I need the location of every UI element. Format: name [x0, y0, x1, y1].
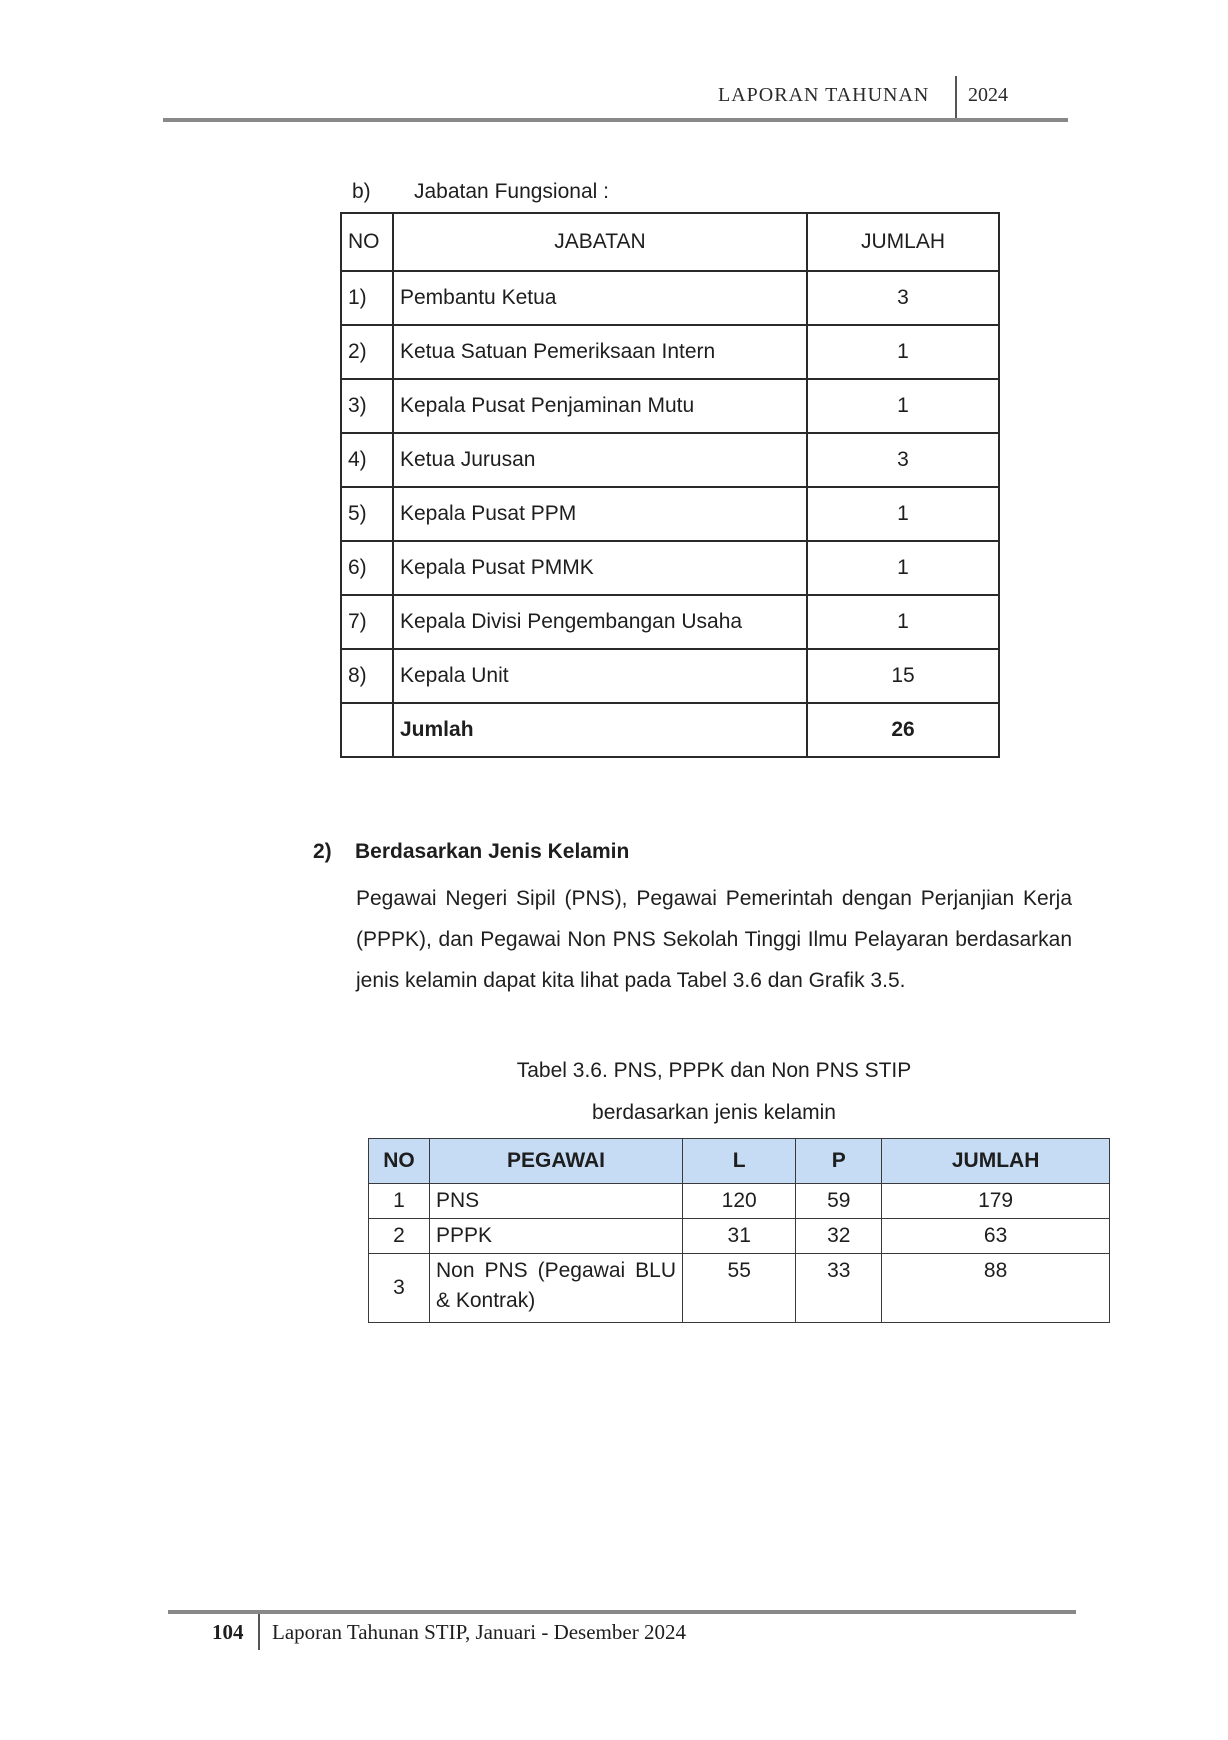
cell-no: 8)	[341, 649, 393, 703]
cell-jabatan: Kepala Pusat Penjaminan Mutu	[393, 379, 807, 433]
table-row	[341, 271, 999, 325]
cell-no: 5)	[341, 487, 393, 541]
table-row	[369, 1219, 1110, 1254]
column-header-no: NO	[369, 1139, 430, 1184]
cell-l: 120	[683, 1184, 796, 1219]
cell-jabatan: Pembantu Ketua	[393, 271, 807, 325]
section-b-heading	[352, 180, 609, 204]
cell-jumlah: 63	[882, 1219, 1110, 1254]
page-number: 104	[212, 1620, 244, 1644]
cell-l: 31	[683, 1219, 796, 1254]
cell-no: 3)	[341, 379, 393, 433]
cell-no: 1)	[341, 271, 393, 325]
section-2-title: Berdasarkan Jenis Kelamin	[355, 840, 630, 863]
table-caption-line-2: berdasarkan jenis kelamin	[592, 1101, 836, 1124]
cell-jumlah: 1	[807, 487, 999, 541]
cell-no-empty	[341, 703, 393, 757]
cell-jumlah: 88	[882, 1254, 1110, 1323]
footer-divider	[258, 1614, 260, 1650]
cell-pegawai: PPPK	[430, 1219, 683, 1254]
running-header-year: 2024	[968, 84, 1008, 106]
column-header-no: NO	[341, 213, 393, 271]
cell-no: 2)	[341, 325, 393, 379]
cell-no: 2	[369, 1219, 430, 1254]
pegawai-gender-table	[368, 1138, 1110, 1323]
header-divider	[955, 76, 957, 122]
table-row	[369, 1184, 1110, 1219]
footer-rule	[168, 1610, 1076, 1614]
column-header-jabatan: JABATAN	[393, 213, 807, 271]
cell-jumlah: 1	[807, 541, 999, 595]
cell-l: 55	[683, 1254, 796, 1323]
cell-jabatan: Kepala Divisi Pengembangan Usaha	[393, 595, 807, 649]
header-rule	[163, 118, 1068, 122]
footer-text: Laporan Tahunan STIP, Januari - Desember 2024	[272, 1620, 686, 1644]
table-row	[341, 487, 999, 541]
section-b-marker: b)	[352, 180, 371, 203]
cell-jumlah: 1	[807, 595, 999, 649]
column-header-jumlah: JUMLAH	[807, 213, 999, 271]
cell-jumlah: 15	[807, 649, 999, 703]
table-header-row	[369, 1139, 1110, 1184]
cell-p: 32	[796, 1219, 882, 1254]
table-row	[341, 541, 999, 595]
section-2-number: 2)	[313, 840, 332, 863]
column-header-jumlah: JUMLAH	[882, 1139, 1110, 1184]
table-row	[341, 595, 999, 649]
section-2-heading	[313, 840, 629, 864]
cell-no: 4)	[341, 433, 393, 487]
table-row	[341, 325, 999, 379]
cell-jumlah: 3	[807, 271, 999, 325]
table-row	[369, 1254, 1110, 1323]
total-value: 26	[807, 703, 999, 757]
cell-jabatan: Ketua Satuan Pemeriksaan Intern	[393, 325, 807, 379]
cell-jabatan: Ketua Jurusan	[393, 433, 807, 487]
table-caption	[356, 1050, 1072, 1134]
cell-no: 1	[369, 1184, 430, 1219]
cell-jumlah: 1	[807, 325, 999, 379]
jabatan-fungsional-table	[340, 212, 1000, 758]
cell-jabatan: Kepala Pusat PMMK	[393, 541, 807, 595]
cell-jabatan: Kepala Unit	[393, 649, 807, 703]
cell-no: 7)	[341, 595, 393, 649]
cell-jumlah: 3	[807, 433, 999, 487]
total-label: Jumlah	[393, 703, 807, 757]
cell-no: 3	[369, 1254, 430, 1323]
table-row	[341, 433, 999, 487]
cell-p: 59	[796, 1184, 882, 1219]
running-header-title: LAPORAN TAHUNAN	[718, 84, 930, 106]
table-caption-line-1: Tabel 3.6. PNS, PPPK dan Non PNS STIP	[516, 1059, 912, 1082]
cell-pegawai: PNS	[430, 1184, 683, 1219]
table-row	[341, 379, 999, 433]
cell-jumlah: 179	[882, 1184, 1110, 1219]
table-row	[341, 649, 999, 703]
cell-p: 33	[796, 1254, 882, 1323]
table-header-row	[341, 213, 999, 271]
column-header-l: L	[683, 1139, 796, 1184]
cell-jabatan: Kepala Pusat PPM	[393, 487, 807, 541]
cell-no: 6)	[341, 541, 393, 595]
column-header-p: P	[796, 1139, 882, 1184]
column-header-pegawai: PEGAWAI	[430, 1139, 683, 1184]
section-2-paragraph: Pegawai Negeri Sipil (PNS), Pegawai Pemerintah dengan Perjanjian Kerja (PPPK), dan Pegawai Non PNS Sekolah Tinggi Ilmu Pelayaran berdasarkan jenis kelamin dapat kita lihat pada Tabel 3.6 dan Grafik 3.5.	[356, 887, 1072, 992]
table-total-row	[341, 703, 999, 757]
section-b-title: Jabatan Fungsional :	[414, 180, 609, 203]
cell-pegawai: Non PNS (Pegawai BLU & Kontrak)	[430, 1254, 683, 1323]
cell-jumlah: 1	[807, 379, 999, 433]
